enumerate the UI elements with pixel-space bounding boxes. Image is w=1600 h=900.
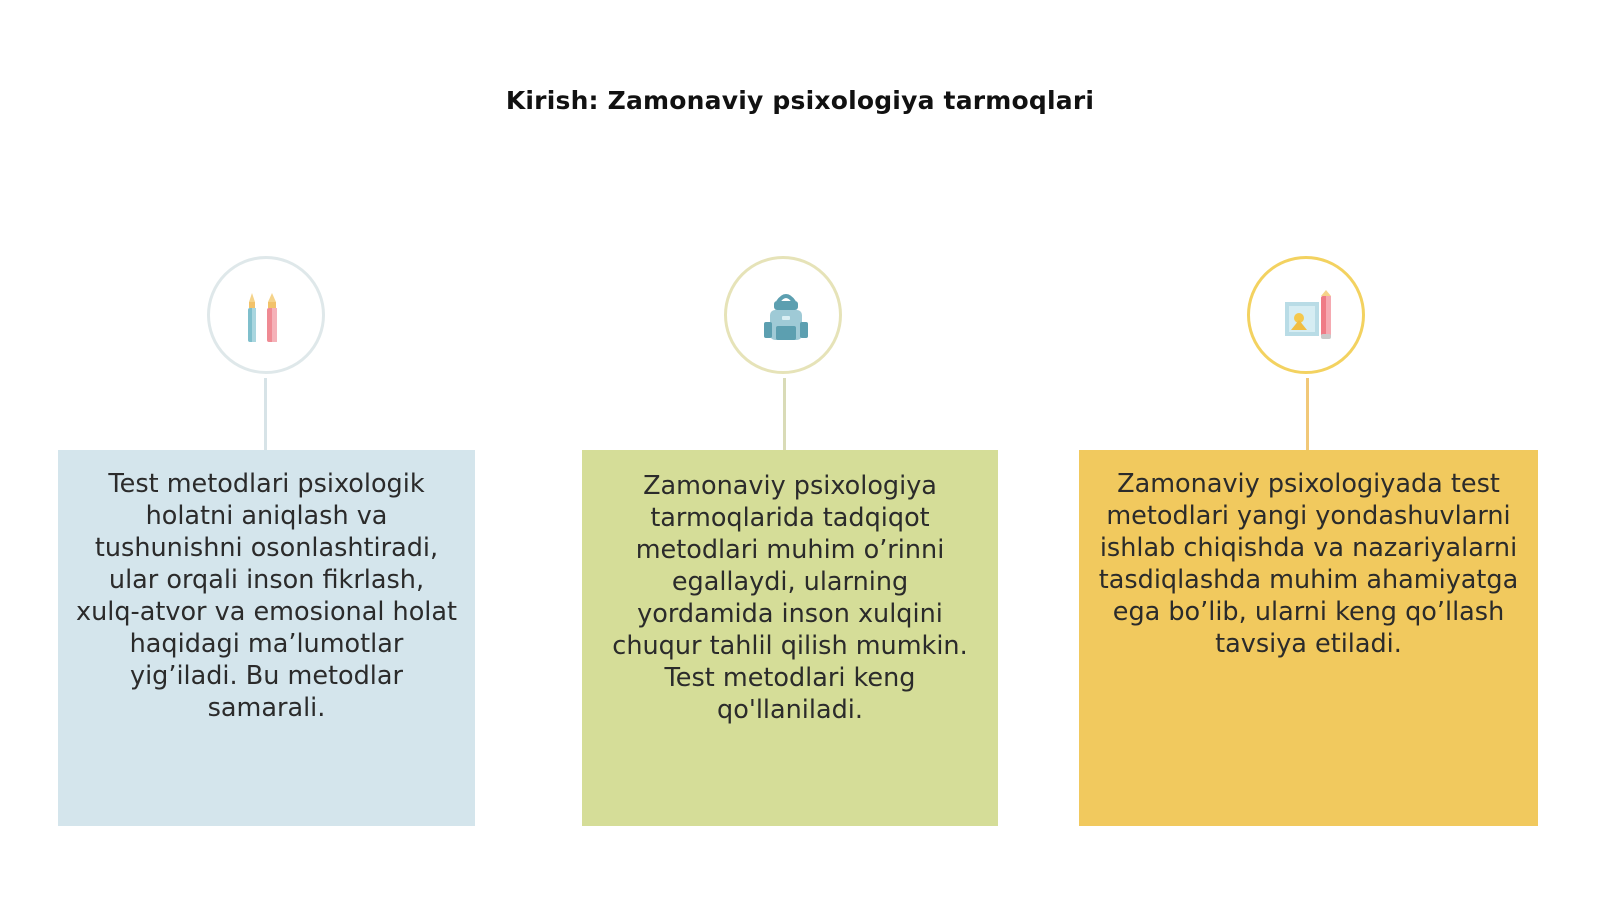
- icon-circle-3: [1247, 256, 1365, 374]
- icon-circle-1: [207, 256, 325, 374]
- info-card-text: Zamonaviy psixologiya tarmoqlarida tadqiqot metodlari muhim o’rinni egallaydi, ularning yordamida inson xulqini chuqur tahlil qilish mumkin. Test metodlari keng qo'llaniladi.: [612, 471, 968, 725]
- info-card-text: Zamonaviy psixologiyada test metodlari yangi yondashuvlarni ishlab chiqishda va nazariyalarni tasdiqlashda muhim ahamiyatga ega bo’lib, ularni keng qo’llash tavsiya etiladi.: [1098, 469, 1519, 659]
- info-card-1: [58, 450, 475, 826]
- connector-line-2: [783, 378, 786, 450]
- backpack-icon: [756, 288, 816, 348]
- icon-circle-2: [724, 256, 842, 374]
- info-card-3: [1079, 450, 1538, 826]
- connector-line-1: [264, 378, 267, 450]
- drawing-paper-pencil-icon: [1279, 288, 1339, 348]
- connector-line-3: [1306, 378, 1309, 450]
- pencils-icon: [239, 288, 299, 348]
- slide-title: Kirish: Zamonaviy psixologiya tarmoqlari: [505, 86, 1095, 115]
- info-card-text: Test metodlari psixologik holatni aniqlash va tushunishni osonlashtiradi, ular orqali inson fikrlash, xulq-atvor va emosional holat haqidagi ma’lumotlar yig’iladi. Bu metodlar samarali.: [76, 469, 458, 723]
- info-card-2: [582, 450, 998, 826]
